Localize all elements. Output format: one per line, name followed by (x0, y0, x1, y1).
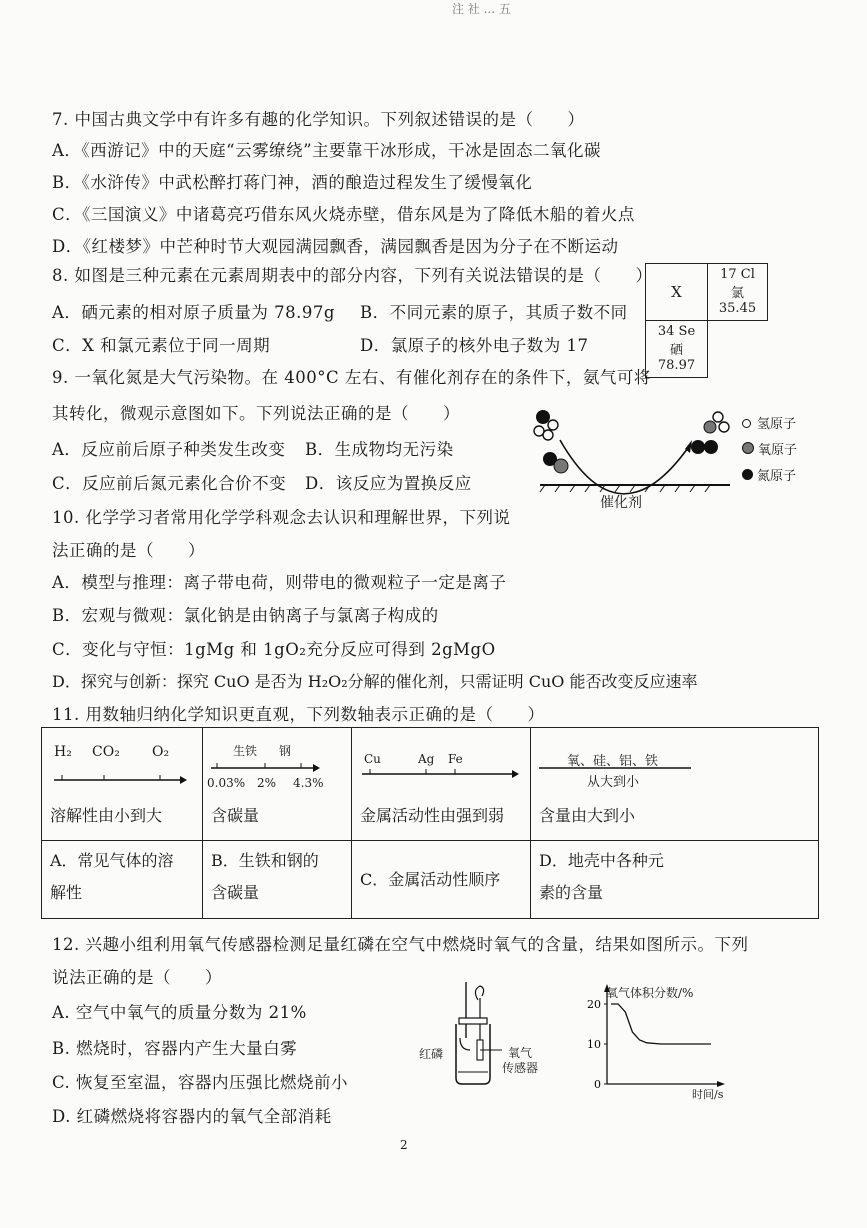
q11-a-caption: 溶解性由小到大 (50, 806, 163, 825)
page-number: 2 (400, 1138, 408, 1152)
oxygen-atom-icon (704, 421, 716, 433)
nitrogen-atom-icon (536, 410, 550, 424)
q10-option-d: D．探究与创新：探究 CuO 是否为 H₂O₂分解的催化剂，只需证明 CuO 能否改变反应速率 (52, 672, 698, 691)
apparatus-label-phosphorus: 红磷 (419, 1047, 444, 1061)
se-name: 硒 (669, 343, 683, 358)
cl-name: 氯 (730, 286, 744, 301)
q7-option-c: C．《三国演义》中诸葛亮巧借东风火烧赤壁，借东风是为了降低木船的着火点 (52, 205, 635, 224)
nitrogen-legend-icon (742, 469, 753, 480)
element-x-cell: X (645, 263, 708, 321)
tick-fe: Fe (448, 752, 463, 766)
y-tick-label: 20 (587, 998, 601, 1011)
chart-ylabel: 氧气体积分数/% (606, 986, 694, 1000)
q11-cell-d-axis (531, 728, 819, 841)
cl-mass: 35.45 (718, 301, 757, 316)
element-cl-cell (707, 263, 768, 321)
y-tick-label: 0 (594, 1078, 601, 1091)
q11-d-caption: 含量由大到小 (539, 806, 636, 825)
tick-o2: O₂ (152, 744, 170, 760)
tick-0-03: 0.03% (207, 776, 246, 790)
q8-option-c: C．X 和氯元素位于同一周期 (52, 336, 271, 355)
q11-cell-c-axis (352, 728, 531, 841)
q11-number-axis-table (41, 727, 819, 919)
q11-c-caption: 金属活动性由强到弱 (360, 806, 505, 825)
nitrogen-atom-icon (691, 440, 705, 454)
sensor-wire (475, 986, 483, 1000)
tick-ag: Ag (418, 752, 435, 766)
tick-2: 2% (257, 776, 277, 790)
se-number: 34 Se (657, 324, 696, 339)
q10-option-b: B．宏观与微观：氯化钠是由钠离子与氯离子构成的 (52, 606, 439, 625)
hydrogen-atom-icon (713, 412, 723, 422)
q10-option-c: C．变化与守恒：1gMg 和 1gO₂充分反应可得到 2gMgO (52, 640, 496, 659)
q12-option-d: D. 红磷燃烧将容器内的氧气全部消耗 (52, 1107, 332, 1126)
q11-option-d: D．地壳中各种元素的含量 (531, 841, 819, 919)
label-pig-iron: 生铁 (233, 744, 258, 758)
q11-cell-a-axis (42, 728, 203, 841)
hydrogen-atom-icon (719, 422, 729, 432)
hydrogen-atom-icon (548, 420, 558, 430)
q9-option-a: A．反应前后原子种类发生改变 (52, 440, 286, 459)
q11-cell-b-axis (203, 728, 352, 841)
oxygen-atom-icon (554, 459, 568, 473)
container (456, 1024, 490, 1084)
q7-option-a: A．《西游记》中的天庭“云雾缭绕”主要靠干冰形成，干冰是固态二氧化碳 (52, 141, 602, 160)
q11-b-caption: 含碳量 (211, 806, 260, 825)
periodic-table-excerpt (645, 263, 768, 378)
chart-xlabel: 时间/s (692, 1088, 724, 1101)
se-mass: 78.97 (657, 358, 696, 373)
apparatus-diagram (440, 980, 550, 1100)
hydrogen-atom-icon (543, 430, 553, 440)
cl-number: 17 Cl (720, 267, 755, 282)
q7-option-b: B．《水浒传》中武松醉打蒋门神，酒的酿造过程发生了缓慢氧化 (52, 173, 533, 192)
q7-stem: 7. 中国古典文学中有许多有趣的化学知识。下列叙述错误的是（ ） (52, 110, 585, 129)
header-mark: 注 社 ... 五 (452, 2, 511, 16)
q12-stem-line2: 说法正确的是（ ） (52, 968, 222, 987)
q8-option-d: D．氯原子的核外电子数为 17 (360, 336, 589, 355)
d-elements: 氧、硅、铝、铁 (567, 754, 659, 769)
legend-nitrogen: 氮原子 (757, 469, 797, 484)
q10-stem-line1: 10. 化学学习者常用化学学科观念去认识和理解世界，下列说 (52, 508, 511, 527)
nitrogen-atom-icon (704, 440, 718, 454)
y-tick-label: 10 (587, 1038, 601, 1051)
q11-option-c: C．金属活动性顺序 (352, 841, 531, 919)
tick-cu: Cu (364, 752, 381, 766)
reaction-diagram (520, 405, 730, 505)
q9-option-b: B．生成物均无污染 (305, 440, 454, 459)
label-steel: 钢 (279, 744, 292, 758)
q11-stem: 11. 用数轴归纳化学知识更直观，下列数轴表示正确的是（ ） (52, 705, 545, 724)
q9-option-d: D．该反应为置换反应 (305, 474, 472, 493)
legend-oxygen: 氧原子 (758, 443, 798, 458)
tick-h2: H₂ (54, 744, 72, 760)
q10-option-a: A．模型与推理：离子带电荷，则带电的微观粒子一定是离子 (52, 573, 507, 592)
tick-4-3: 4.3% (293, 776, 324, 790)
atom-legend (742, 412, 797, 490)
q8-stem: 8. 如图是三种元素在元素周期表中的部分内容，下列有关说法错误的是（ ） (52, 266, 653, 285)
q11-option-b: B．生铁和钢的含碳量 (203, 841, 352, 919)
apparatus-label-oxygen: 氧气 (508, 1046, 533, 1060)
tick-co2: CO₂ (92, 744, 120, 760)
element-se-cell (645, 320, 708, 378)
q9-option-c: C．反应前后氮元素化合价不变 (52, 474, 287, 493)
spoon (460, 1038, 470, 1050)
q12-option-a: A. 空气中氧气的质量分数为 21% (52, 1003, 307, 1022)
q7-option-d: D．《红楼梦》中芒种时节大观园满园飘香，满园飘香是因为分子在不断运动 (52, 237, 619, 256)
d-order: 从大到小 (587, 775, 640, 790)
series-line (611, 1004, 711, 1044)
q9-stem-line1: 9. 一氧化氮是大气污染物。在 400°C 左右、有催化剂存在的条件下，氨气可将 (52, 368, 651, 387)
q12-option-b: B. 燃烧时，容器内产生大量白雾 (52, 1039, 298, 1058)
q10-stem-line2: 法正确的是（ ） (52, 541, 205, 560)
catalyst-label: 催化剂 (600, 495, 642, 511)
stopper (459, 1018, 487, 1024)
q11-option-a: A．常见气体的溶解性 (42, 841, 203, 919)
legend-hydrogen: 氢原子 (757, 417, 797, 432)
q8-option-b: B．不同元素的原子，其质子数不同 (360, 303, 628, 322)
apparatus-label-sensor: 传感器 (502, 1061, 539, 1075)
hydrogen-legend-icon (742, 419, 751, 428)
q9-stem-line2: 其转化，微观示意图如下。下列说法正确的是（ ） (52, 404, 460, 423)
oxygen-legend-icon (742, 442, 754, 454)
q12-option-c: C. 恢复至室温，容器内压强比燃烧前小 (52, 1073, 349, 1092)
q8-option-a: A．硒元素的相对原子质量为 78.97g (52, 303, 335, 322)
q12-stem-line1: 12. 兴趣小组利用氧气传感器检测足量红磷在空气中燃烧时氧气的含量，结果如图所示。下列 (52, 935, 749, 954)
